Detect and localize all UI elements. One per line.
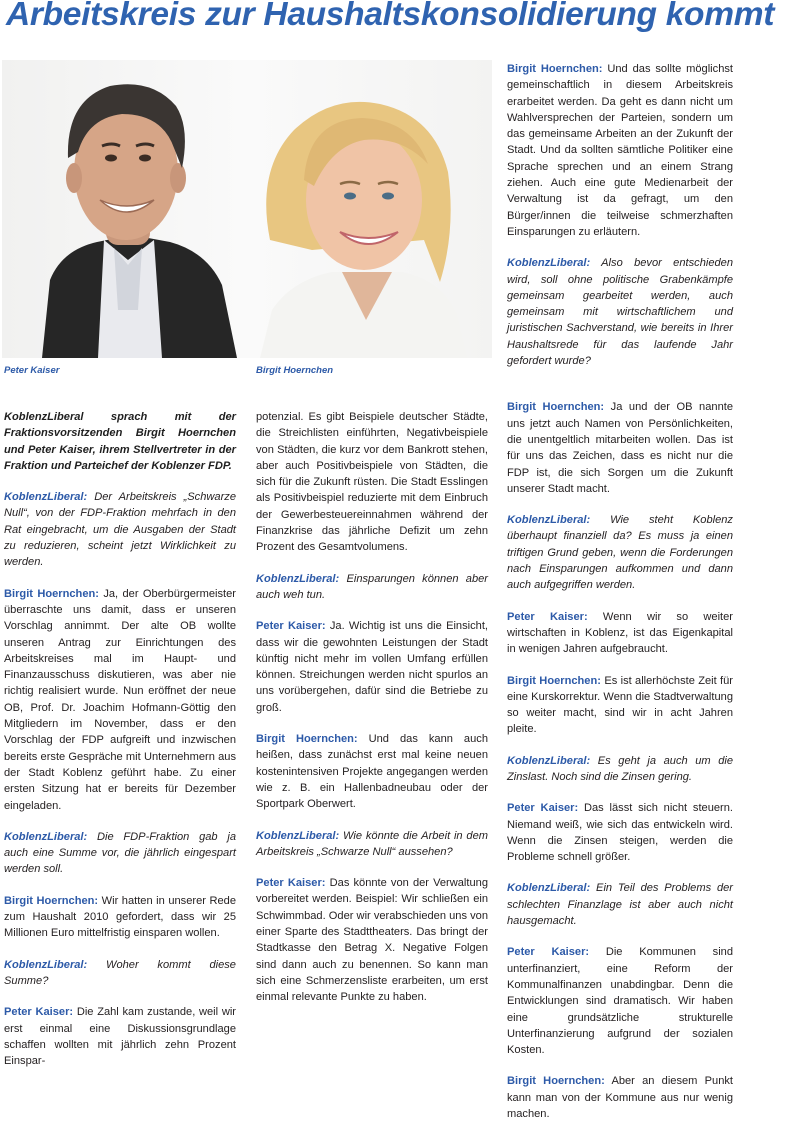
photo-caption-left: Peter Kaiser: [4, 365, 60, 376]
paragraph-text: Wenn wir so weiter wirtschaften in Koblenz, ist das Eigenkapital in wenigen Jahren aufgebraucht.: [507, 610, 733, 656]
paragraph-text: Ein Teil des Problems der schlechten Finanzlage ist aber auch nicht hausgemacht.: [507, 882, 733, 928]
answer: [507, 61, 733, 240]
question: [256, 828, 488, 861]
speaker-label: Birgit Hoernchen:: [256, 733, 358, 746]
paragraph-text: Und das kann auch heißen, dass zunächst erst mal keine neuen kostenintensiven Projekte angegangen werden wie z. B. ein Hallenbadneubau oder der Sportpark Oberwert.: [256, 733, 488, 811]
question: [4, 957, 236, 990]
answer: [4, 893, 236, 942]
headline: Arbeitskreis zur Haushaltskonsolidierung kommt: [6, 0, 775, 33]
question: [4, 829, 236, 878]
article-column-3: [507, 61, 733, 1137]
article-column-1: [4, 409, 236, 1084]
speaker-label: KoblenzLiberal:: [4, 958, 88, 971]
question: [4, 489, 236, 570]
photo-area: [2, 60, 492, 358]
paragraph-text: Die Zahl kam zustande, weil wir erst einmal eine Diskussionsgrundlage schaffen wollten mit jährlich zehn Prozent Einspar-: [4, 1006, 237, 1068]
paragraph-text: Das könnte von der Verwaltung vorbereitet werden. Beispiel: Wir schließen ein Schwimmbad. Oder wir verabschieden uns von einer Sparte des Stadttheaters. Das bringt der Stadtkasse den Betrag X. Negative Folgen sind dann auch zu benennen. So kann man sich eine Schmerzensliste erarbeiten, um erst einmal relevante Punkte zu haben.: [256, 877, 488, 1004]
question: [507, 255, 733, 369]
speaker-label: Peter Kaiser:: [256, 877, 326, 890]
photo-peter-kaiser: [2, 60, 252, 358]
paragraph-text: Woher kommt diese Summe?: [4, 958, 236, 987]
answer-continued: [256, 409, 488, 556]
question: [256, 571, 488, 604]
paragraph-text: Wir hatten in unserer Rede zum Haushalt 2010 gefordert, dass wir 25 Millionen Euro mittelfristig einsparen wollen.: [4, 894, 236, 940]
answer: [507, 673, 733, 738]
answer: [507, 399, 733, 497]
answer: [256, 618, 488, 716]
paragraph-text: Es geht ja auch um die Zinslast. Noch sind die Zinsen gering.: [507, 754, 733, 783]
speaker-label: KoblenzLiberal:: [256, 829, 340, 842]
answer: [507, 800, 733, 865]
speaker-label: Birgit Hoernchen:: [507, 674, 601, 687]
speaker-label: KoblenzLiberal:: [507, 514, 591, 527]
answer: [507, 609, 733, 658]
paragraph-text: Die FDP-Fraktion gab ja auch eine Summe vor, die jährlich eingespart werden soll.: [4, 830, 236, 876]
paragraph-text: Wie steht Koblenz überhaupt finanziell da? Es muss ja einen triftigen Grund geben, wenn die Forderungen nach Einsparungen aufkommen und dann auch aufgegriffen werden.: [507, 514, 733, 592]
speaker-label: Birgit Hoernchen:: [4, 894, 99, 907]
article-column-2: [256, 409, 488, 1021]
speaker-label: KoblenzLiberal:: [4, 491, 88, 504]
paragraph-text: Einsparungen können aber auch weh tun.: [256, 572, 488, 601]
answer: [4, 586, 236, 814]
speaker-label: Peter Kaiser:: [4, 1006, 74, 1019]
speaker-label: KoblenzLiberal:: [507, 754, 591, 767]
paragraph-text: Aber an diesem Punkt kann man von der Kommune aus nur wenig machen.: [507, 1075, 733, 1121]
paragraph-text: Ja und der OB nannte uns jetzt auch Namen von Persönlichkeiten, die unentgeltlich mitarbeiten wollen. Das ist für uns das Zeichen, dass es nicht nur die FDP ist, die sich Sorgen um die Zukunft unserer Stadt macht.: [507, 401, 733, 495]
paragraph-text: Also bevor entschieden wird, soll ohne politische Grabenkämpfe gemeinsam gearbeitet werden, auch gemeinsam mit wirtschaftlichem und juristischen Sachverstand, wie bereits in Ihrer Haushaltsrede für das laufende Jahr gefordert wurde?: [507, 257, 734, 368]
answer: [256, 731, 488, 812]
answer: [507, 944, 733, 1058]
question: [507, 880, 733, 929]
speaker-label: Peter Kaiser:: [507, 610, 588, 623]
photo-caption-right: Birgit Hoernchen: [256, 365, 334, 376]
answer: [507, 1073, 733, 1122]
question: [507, 512, 733, 593]
speaker-label: Birgit Hoernchen:: [507, 401, 605, 414]
answer: [4, 1004, 236, 1069]
paragraph-text: potenzial. Es gibt Beispiele deutscher Städte, die Streichlisten einführten, Negativbeispiele von Städten, die kurz vor dem Bankrott stehen, aber auch Positivbeispiele von Städten, die sich für die Zukunft rüsten. Die Stadt Esslingen als Positivbeispiel reduzierte mit dem Einbruch der Gewerbesteuereinnahmen während der Finanzkrise das jährliche Defizit um zehn Prozent des Gesamtvolumens.: [256, 411, 488, 554]
photo-birgit-hoernchen: [252, 60, 492, 358]
speaker-label: Peter Kaiser:: [507, 946, 590, 959]
speaker-label: Birgit Hoernchen:: [4, 587, 99, 600]
speaker-label: KoblenzLiberal:: [507, 257, 591, 270]
paragraph-text: Ja, der Oberbürgermeister überraschte uns damit, dass er unseren Vorschlag annimmt. Der alte OB wollte unseren Antrag zur Einrichtungen des Arbeitskreises mal im Haupt- und Finanzausschuss diskutieren, was aber nie richtig realisiert wurde. Nun eröffnet der neue OB, Prof. Dr. Joachim Hofmann-Göttig den Mitgliedern im November, dass er den Vorschlag der FDP aufgreift und inzwischen bereits erste Gespräche mit Unternehmern aus der Stadt Koblenz geführt habe. Zu einer ersten Sitzung hat er bereits für Dezember eingeladen.: [4, 587, 236, 812]
paragraph-text: Das lässt sich nicht steuern. Niemand weiß, wie sich das entwickeln wird. Wenn die Zinsen steigen, werden die Probleme schnell größer.: [507, 802, 733, 864]
speaker-label: Birgit Hoernchen:: [507, 1075, 605, 1088]
paragraph-text: Es ist allerhöchste Zeit für eine Kurskorrektur. Wenn die Stadtverwaltung so weiter macht, sind wir in acht Jahren pleite.: [507, 674, 733, 736]
question: [507, 753, 733, 786]
paragraph-text: Der Arbeitskreis „Schwarze Null“, von der FDP-Fraktion mehrfach in den Rat eingebracht, um die Ausgaben der Stadt zu reduzieren, scheint jetzt Wirklichkeit zu werden.: [4, 491, 236, 569]
paragraph-text: Ja. Wichtig ist uns die Einsicht, dass wir die gewohnten Leistungen der Stadt künftig nicht mehr im vollen Umfang erfüllen können. Streichungen werden nicht spurlos an uns vorübergehen, dafür sind die Betriebe zu groß.: [256, 620, 488, 714]
paragraph-text: Wie könnte die Arbeit in dem Arbeitskreis „Schwarze Null“ aussehen?: [256, 829, 488, 858]
speaker-label: KoblenzLiberal:: [256, 572, 340, 585]
answer: [256, 875, 488, 1005]
paragraph-text: Die Kommunen sind unterfinanziert, eine Reform der Kommunalfinanzen unabdingbar. Denn die Entwicklungen sind dramatisch. Wir haben eine grundsätzliche strukturelle Unterfinanzierung aufgrund der sozialen Kosten.: [507, 946, 733, 1057]
speaker-label: Peter Kaiser:: [256, 620, 326, 633]
speaker-label: Birgit Hoernchen:: [507, 63, 603, 75]
speaker-label: KoblenzLiberal:: [507, 882, 591, 895]
paragraph-text: Und das sollte möglichst gemeinschaftlich in diesem Arbeitskreis erarbeitet werden. Da geht es dann nicht um Wahlversprechen der Parteien, sondern um das gemeinsame Arbeiten an der Zukunft der Stadt. Und da sollten sämtliche Politiker eine Sprache sprechen und an einem Strang ziehen. Auch eine gute Medienarbeit der Verwaltung ist da gefragt, um den Bürger/innen die teilweise schmerzhaften Einsparungen zu erläutern.: [507, 63, 733, 238]
article-intro: KoblenzLiberal sprach mit der Fraktionsvorsitzenden Birgit Hoernchen und Peter Kaiser, ihrem Stellvertreter in der Fraktion und Parteichef der Koblenzer FDP.: [4, 411, 236, 472]
speaker-label: Peter Kaiser:: [507, 802, 579, 815]
speaker-label: KoblenzLiberal:: [4, 830, 88, 843]
